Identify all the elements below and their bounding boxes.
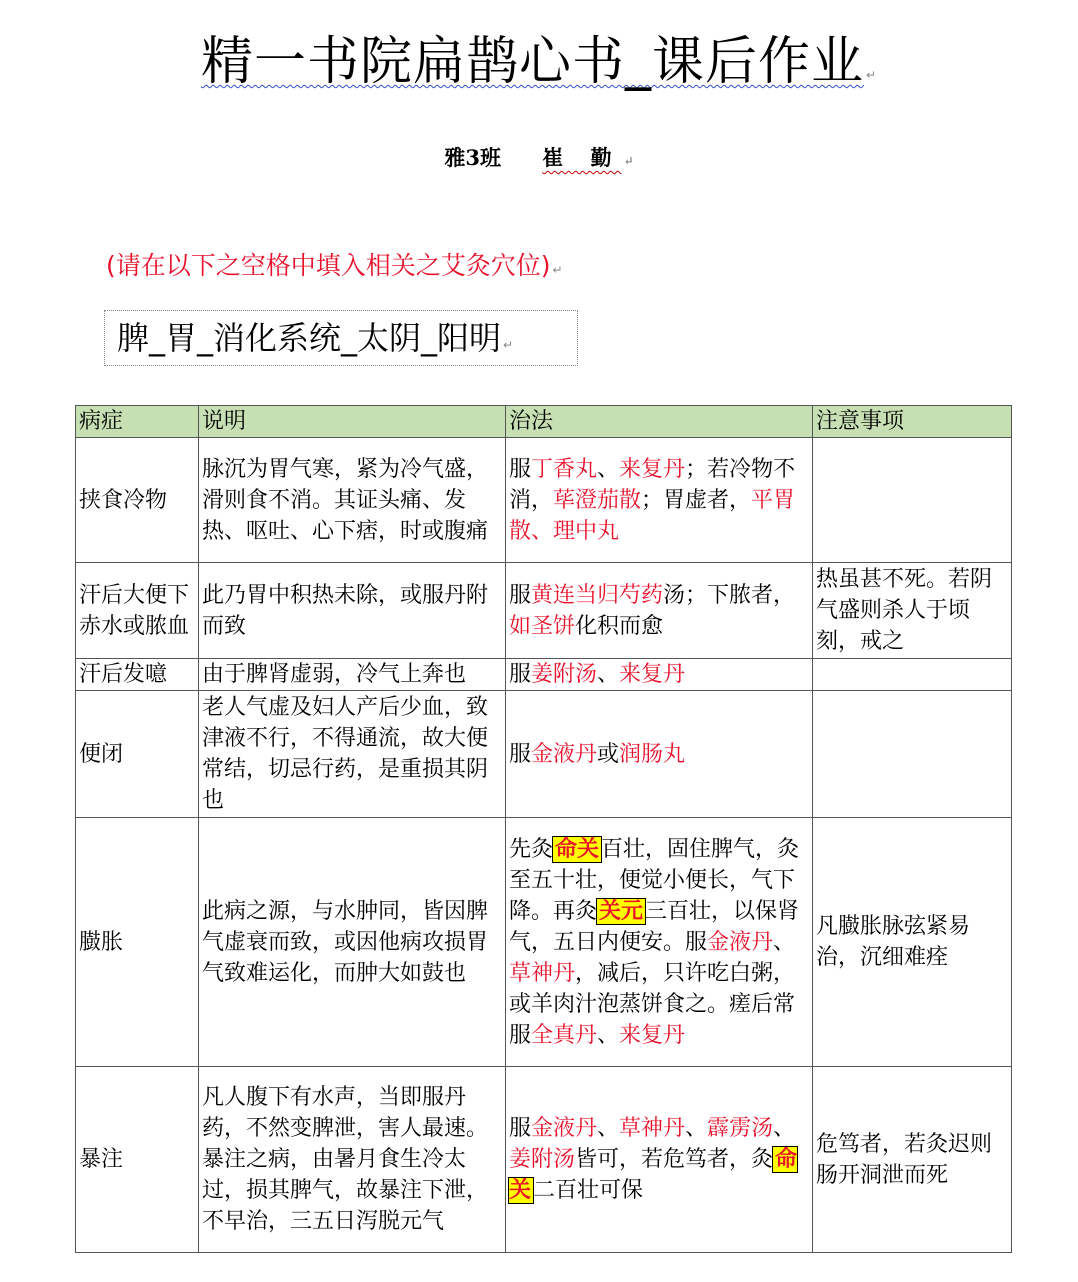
treatment-text: 、 <box>597 1022 620 1048</box>
remedy-name: 丁香丸 <box>531 456 598 482</box>
notes-cell-text: 热虽甚不死。若阴气盛则杀人于顷刻，戒之 <box>816 567 993 654</box>
instruction-label: (请在以下之空格中填入相关之艾灸穴位) <box>106 251 551 280</box>
table-row <box>76 691 1012 818</box>
treatment-text: 、 <box>773 929 796 955</box>
table-row <box>76 563 1012 659</box>
notes-cell-text: 凡臌胀脉弦紧易治，沉细难痊 <box>816 914 971 970</box>
table-row <box>76 1067 1012 1253</box>
notes-cell[interactable] <box>813 691 1012 818</box>
paragraph-mark: ↵ <box>865 68 878 82</box>
description-cell-text: 此病之源，与水肿同，皆因脾气虚衰而致，或因他病攻损胃气致难运化，而肿大如鼓也 <box>202 898 489 986</box>
disease-cell-text: 挟食冷物 <box>79 487 168 513</box>
notes-cell[interactable] <box>813 563 1012 659</box>
treatment-text: 、 <box>597 662 620 687</box>
notes-cell[interactable] <box>813 438 1012 563</box>
disease-cell[interactable] <box>76 563 199 659</box>
paragraph-mark: ↵ <box>623 154 634 168</box>
paragraph-mark: ↵ <box>503 338 514 352</box>
description-cell-text: 此乃胃中积热未除，或服丹附而致 <box>202 582 489 639</box>
header-disease[interactable]: 病症 <box>76 406 199 438</box>
treatment-text: 、 <box>685 1116 708 1141</box>
disease-cell-text: 暴注 <box>79 1147 124 1172</box>
remedy-name: 平胃散、理中丸 <box>509 487 796 544</box>
table-row <box>76 659 1012 691</box>
table-row <box>76 438 1012 563</box>
description-cell[interactable] <box>199 659 506 691</box>
disease-cell-text: 便闭 <box>79 741 124 767</box>
remedy-name: 黄连当归芍药 <box>531 582 664 608</box>
header-description[interactable]: 说明 <box>199 406 506 438</box>
description-cell[interactable] <box>199 1067 506 1253</box>
treatment-cell[interactable] <box>506 691 813 818</box>
description-cell-text: 由于脾肾虚弱，冷气上奔也 <box>202 662 467 687</box>
disease-cell[interactable] <box>76 1067 199 1253</box>
treatment-cell[interactable] <box>506 438 813 563</box>
treatment-text: 服 <box>509 456 532 482</box>
acupoint-highlight: 命关 <box>555 836 600 862</box>
treatment-text: 百壮，固住脾气，灸至五十壮，便觉小便长，气下降。再灸 <box>509 836 800 924</box>
remedy-name: 来复丹 <box>619 456 686 482</box>
class-label: 雅3班 <box>444 145 501 170</box>
description-cell[interactable] <box>199 563 506 659</box>
disease-table <box>75 405 1012 1253</box>
notes-cell[interactable] <box>813 659 1012 691</box>
remedy-name: 金液丹 <box>531 741 598 767</box>
treatment-text: 先灸 <box>509 836 554 862</box>
disease-cell[interactable] <box>76 818 199 1067</box>
description-cell-text: 脉沉为胃气寒，紧为冷气盛，滑则食不消。其证头痛、发热、呕吐、心下痞，时或腹痛 <box>202 456 489 544</box>
table-row <box>76 818 1012 1067</box>
treatment-text: ；若冷物不消， <box>509 456 796 513</box>
document-title <box>0 28 1078 109</box>
remedy-name: 荜澄茄散 <box>553 487 642 513</box>
notes-cell[interactable] <box>813 1067 1012 1253</box>
treatment-text: 服 <box>509 662 532 687</box>
treatment-text: 二百壮可保 <box>533 1178 644 1203</box>
remedy-name: 姜附汤 <box>531 662 598 687</box>
header-treatment[interactable]: 治法 <box>506 406 813 438</box>
header-notes[interactable]: 注意事项 <box>813 406 1012 438</box>
acupoint-highlight: 关元 <box>599 898 644 924</box>
treatment-text: 、 <box>597 456 620 482</box>
treatment-text: 汤；下脓者， <box>663 582 796 608</box>
disease-cell-text: 臌胀 <box>79 929 124 955</box>
table-header-row <box>76 406 1012 438</box>
remedy-name: 如圣饼 <box>509 613 576 639</box>
disease-cell[interactable] <box>76 438 199 563</box>
remedy-name: 霹雳汤 <box>707 1116 774 1141</box>
disease-cell-text: 汗后大便下赤水或脓血 <box>79 582 190 639</box>
disease-cell[interactable] <box>76 691 199 818</box>
treatment-text: 皆可，若危笃者，灸 <box>575 1147 774 1172</box>
treatment-text: 服 <box>509 582 532 608</box>
section-heading-box[interactable] <box>104 310 578 366</box>
treatment-text: 服 <box>509 741 532 767</box>
section-heading: 脾_胃_消化系统_太阴_阳明 <box>117 319 502 357</box>
description-cell[interactable] <box>199 438 506 563</box>
notes-cell[interactable] <box>813 818 1012 1067</box>
description-cell[interactable] <box>199 818 506 1067</box>
remedy-name: 草神丹 <box>619 1116 686 1141</box>
instruction-text <box>106 246 563 282</box>
treatment-cell[interactable] <box>506 818 813 1067</box>
treatment-text: 、 <box>773 1116 796 1141</box>
treatment-cell[interactable] <box>506 1067 813 1253</box>
description-cell[interactable] <box>199 691 506 818</box>
remedy-name: 姜附汤 <box>509 1147 576 1172</box>
title-text: 精一书院扁鹊心书_课后作业 <box>200 32 864 92</box>
treatment-text: 三百壮，以保肾气，五日内便安。服 <box>509 898 800 955</box>
remedy-name: 金液丹 <box>531 1116 598 1141</box>
disease-cell-text: 汗后发噫 <box>79 662 168 687</box>
remedy-name: 草神丹 <box>509 960 576 986</box>
treatment-cell[interactable] <box>506 659 813 691</box>
student-name: 崔 勤 <box>542 145 622 170</box>
acupoint-highlight: 命关 <box>509 1147 798 1203</box>
description-cell-text: 老人气虚及妇人产后少血，致津液不行，不得通流，故大便常结，切忌行药，是重损其阴也 <box>202 695 489 813</box>
paragraph-mark: ↵ <box>552 263 563 277</box>
treatment-text: 化积而愈 <box>575 613 664 639</box>
treatment-text: ，减后，只许吃白粥，或羊肉汁泡蒸饼食之。瘥后常服 <box>509 960 796 1048</box>
treatment-text: ；胃虚者， <box>641 487 752 513</box>
notes-cell-text: 危笃者，若灸迟则肠开洞泄而死 <box>816 1131 993 1188</box>
treatment-text: 服 <box>509 1116 532 1141</box>
remedy-name: 全真丹 <box>531 1022 598 1048</box>
disease-cell[interactable] <box>76 659 199 691</box>
treatment-text: 或 <box>597 741 620 767</box>
student-info <box>0 142 1078 172</box>
treatment-cell[interactable] <box>506 563 813 659</box>
remedy-name: 来复丹 <box>619 1022 686 1048</box>
remedy-name: 金液丹 <box>707 929 774 955</box>
remedy-name: 润肠丸 <box>619 741 686 767</box>
description-cell-text: 凡人腹下有水声，当即服丹药，不然变脾泄，害人最速。暴注之病，由暑月食生冷太过，损其脾气，故暴注下泄，不早治，三五日泻脱元气 <box>202 1085 489 1234</box>
remedy-name: 来复丹 <box>619 662 686 687</box>
treatment-text: 、 <box>597 1116 620 1141</box>
